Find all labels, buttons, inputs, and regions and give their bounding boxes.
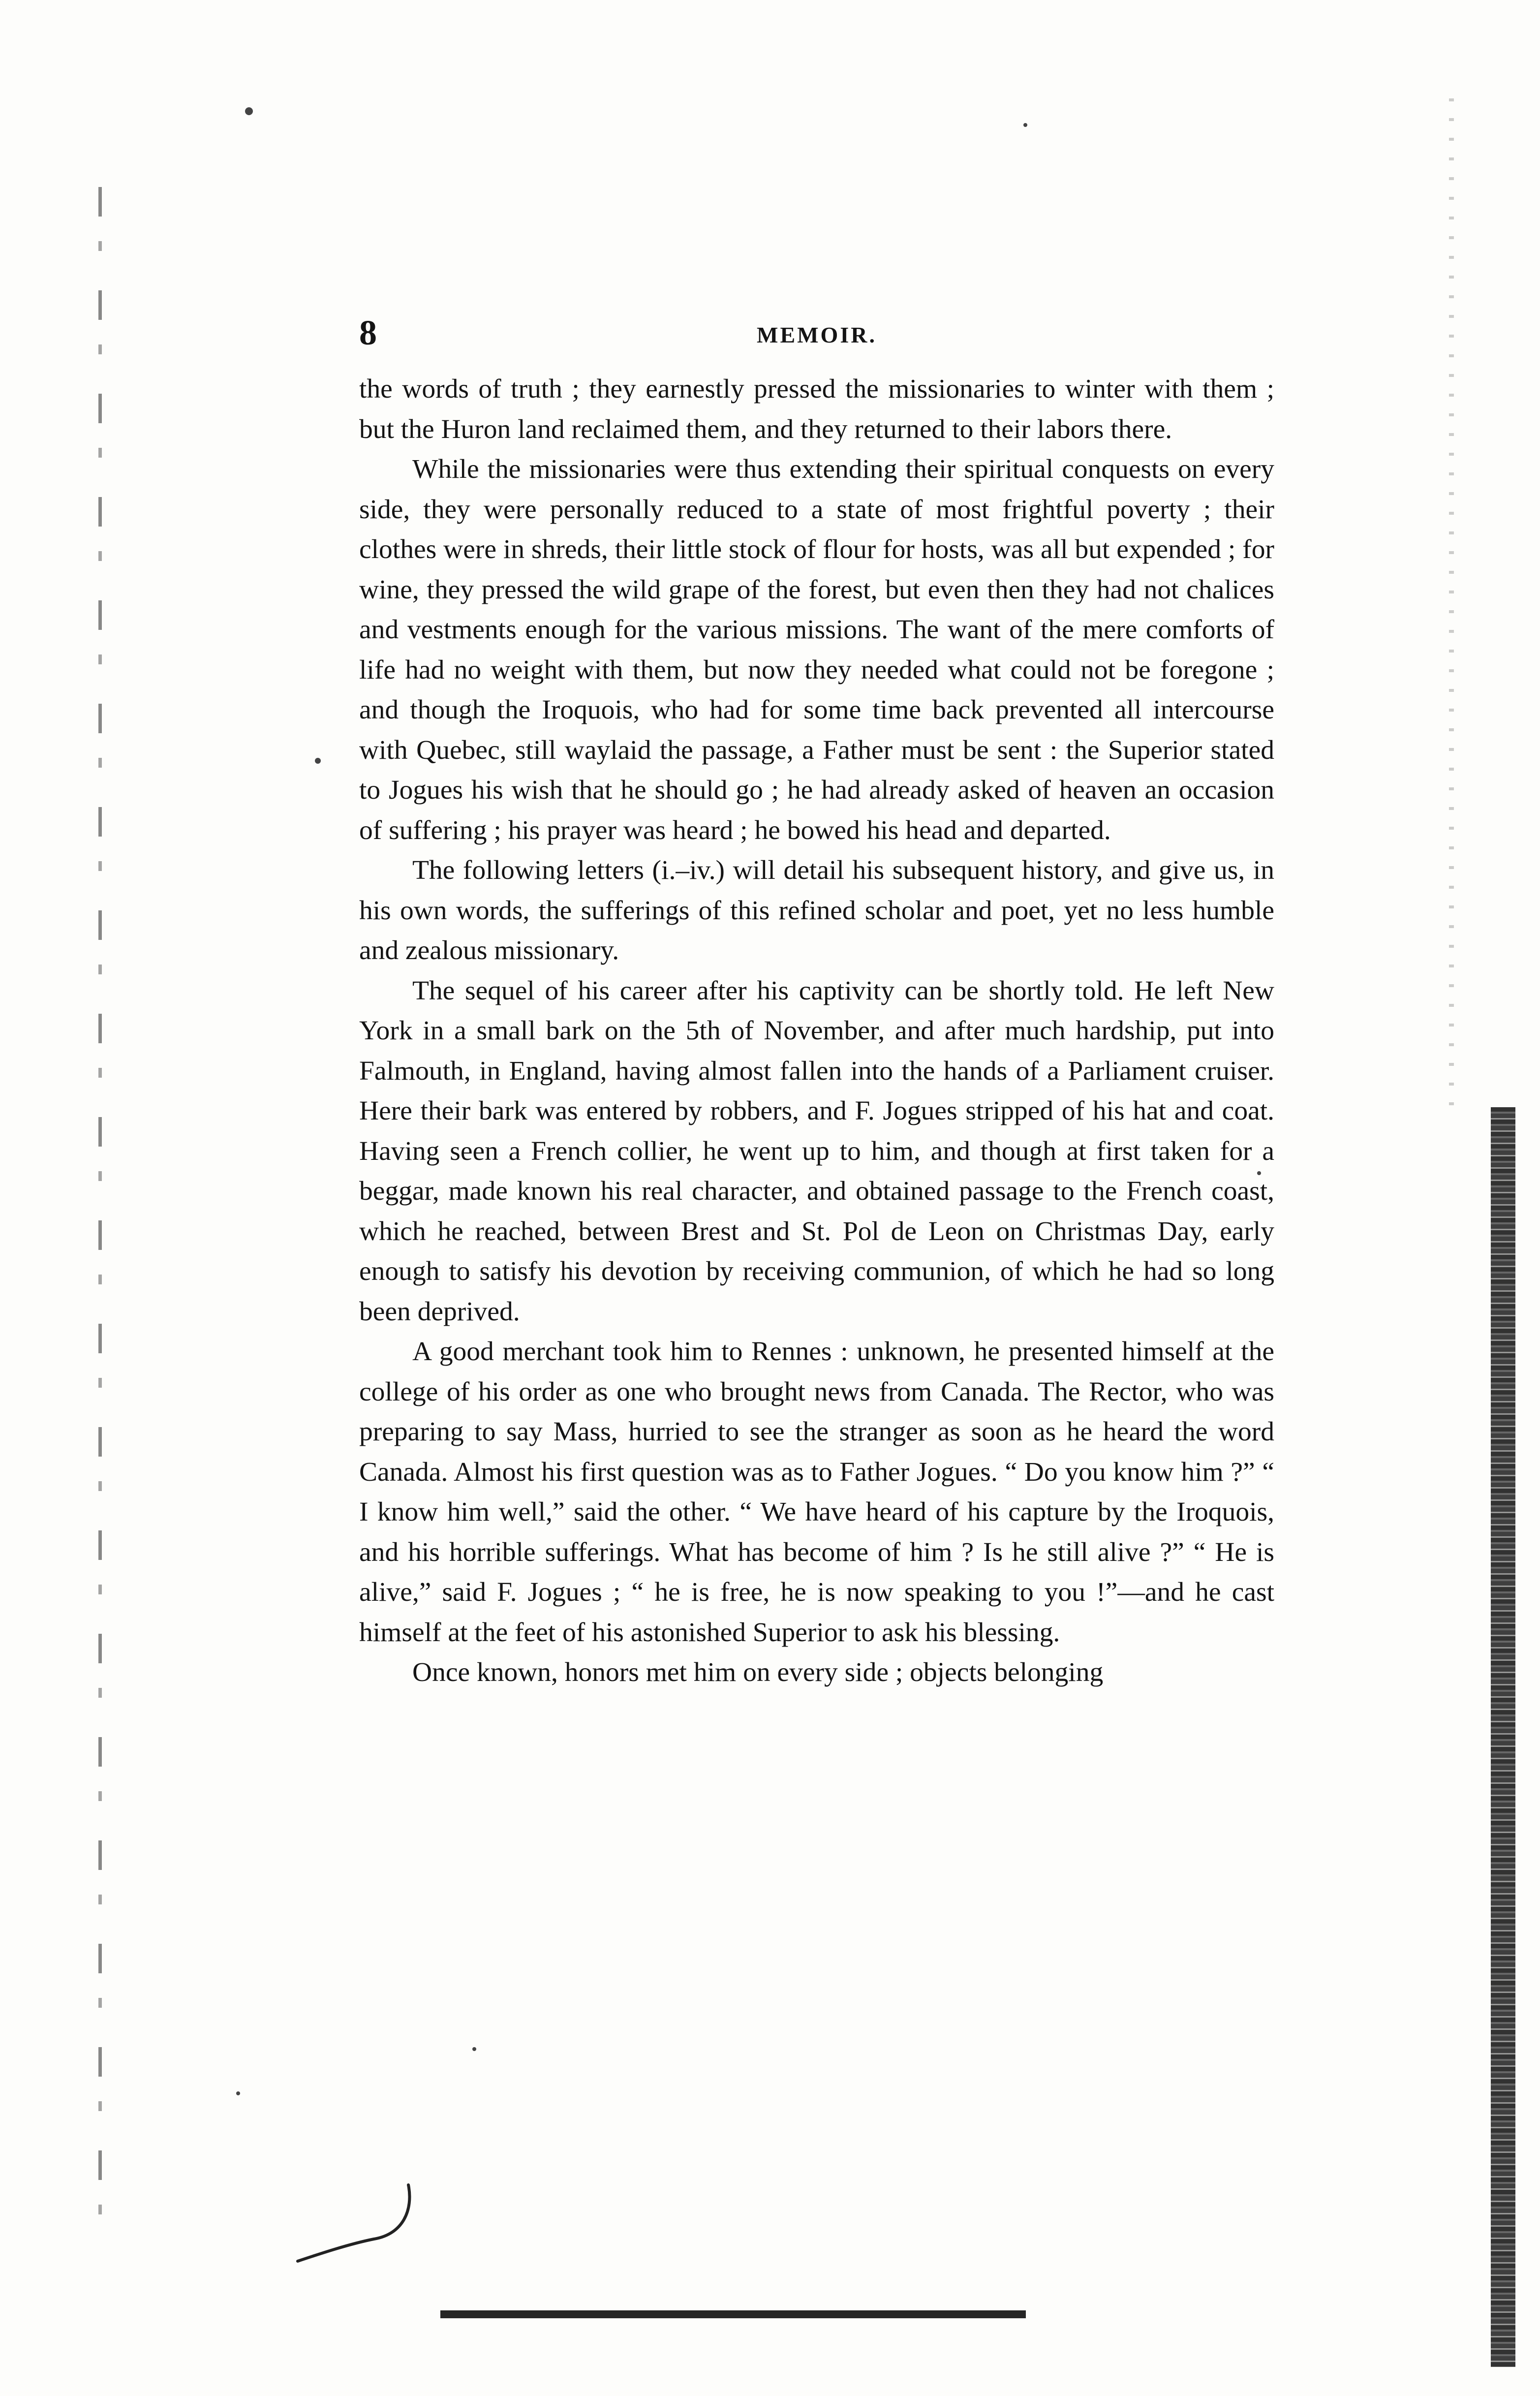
page-number: 8 — [359, 313, 377, 352]
ink-speck — [1257, 1171, 1261, 1175]
pen-mark-scribble — [290, 2180, 418, 2269]
paragraph-1: the words of truth ; they earnestly pressed the missionaries to winter with them ; but the Huron land reclaimed them, and they returned to their labors there. — [359, 374, 1274, 444]
bottom-rule — [440, 2310, 1026, 2318]
paragraph-3: The following letters (i.–iv.) will detail his subsequent history, and give us, in his own words, the sufferings of this refined scholar and poet, yet no less humble and zealous missionary. — [359, 855, 1274, 965]
paragraph-4: The sequel of his career after his captivity can be shortly told. He left New York in a small bark on the 5th of November, and after much hardship, put into Falmouth, in England, having almost fallen into the hands of a Parliament cruiser. Here their bark was entered by robbers, and F. Jogues stripped of his hat and coat. Having seen a French collier, he went up to him, and though at first taken for a beggar, made known his real character, and obtained passage to the French coast, which he reached, between Brest and St. Pol de Leon on Christmas Day, early enough to satisfy his devotion by receiving communion, of which he had so long been deprived. — [359, 975, 1274, 1327]
paragraph-6: Once known, honors met him on every side ; objects belonging — [412, 1657, 1104, 1687]
ink-speck — [1023, 123, 1027, 127]
running-head: MEMOIR. — [757, 322, 877, 347]
paragraph-5: A good merchant took him to Rennes : unknown, he presented himself at the college of his order as one who brought news from Canada. The Rector, who was preparing to say Mass, hurried to see the stranger as soon as he heard the word Canada. Almost his first question was as to Father Jogues. “ Do you know him ?” “ I know him well,” said the other. “ We have heard of his capture by the Iroquois, and his horrible sufferings. What has become of him ? Is he still alive ?” “ He is alive,” said F. Jogues ; “ he is free, he is now speaking to you !”—and he cast himself at the feet of his astonished Superior to ask his blessing. — [359, 1337, 1274, 1648]
scan-edge-left — [98, 187, 102, 2254]
ink-speck — [315, 758, 321, 764]
page-header — [359, 315, 1274, 369]
scan-edge-right-faint — [1449, 98, 1454, 1107]
ink-speck — [245, 107, 253, 115]
scan-edge-right — [1491, 1107, 1515, 2367]
ink-speck — [472, 2047, 476, 2051]
book-text — [359, 315, 1274, 1693]
ink-speck — [236, 2091, 240, 2095]
paragraph-2: While the missionaries were thus extending their spiritual conquests on every side, they were personally reduced to a state of most frightful poverty ; their clothes were in shreds, their little stock of flour for hosts, was all but expended ; for wine, they pressed the wild grape of the forest, but even then they had not chalices and vestments enough for the various missions. The want of the mere comforts of life had no weight with them, but now they needed what could not be foregone ; and though the Iroquois, who had for some time back prevented all intercourse with Quebec, still waylaid the passage, a Father must be sent : the Superior stated to Jogues his wish that he should go ; he had already asked of heaven an occasion of suffering ; his prayer was heard ; he bowed his head and departed. — [359, 454, 1274, 845]
